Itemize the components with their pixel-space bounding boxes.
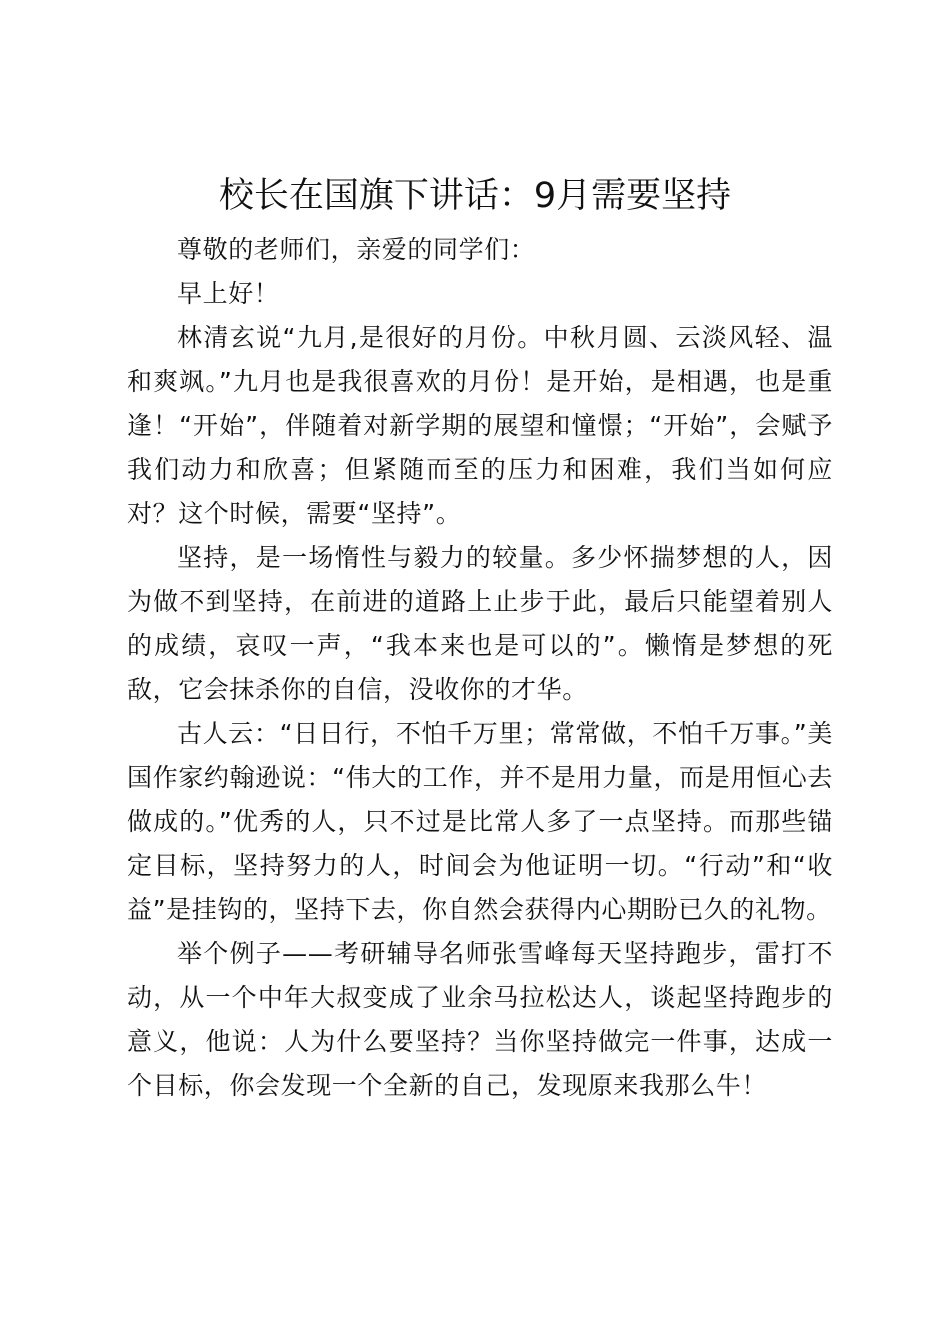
paragraph-ancient-saying: 古人云：“日日行，不怕千万里；常常做，不怕千万事。”美国作家约翰逊说：“伟大的工作，并不是用力量，而是用恒心去做成的。”优秀的人，只不过是比常人多了一点坚持。而那些锚定目标，坚持努力的人，时间会为他证明一切。“行动”和“收益”是挂钩的，坚持下去，你自然会获得内心期盼已久的礼物。 <box>127 719 833 924</box>
paragraph-example: 举个例子——考研辅导名师张雪峰每天坚持跑步，雷打不动，从一个中年大叔变成了业余马拉松达人，谈起坚持跑步的意义，他说：人为什么要坚持？当你坚持做完一件事，达成一个目标，你会发现一个全新的自己，发现原来我那么牛！ <box>127 939 833 1100</box>
paragraph-good-morning: 早上好！ <box>177 279 280 308</box>
paragraph-persistence: 坚持，是一场惰性与毅力的较量。多少怀揣梦想的人，因为做不到坚持，在前进的道路上止步于此，最后只能望着别人的成绩，哀叹一声，“我本来也是可以的”。懒惰是梦想的死敌，它会抹杀你的自信，没收你的才华。 <box>127 543 833 704</box>
paragraph-greeting: 尊敬的老师们，亲爱的同学们： <box>177 235 536 264</box>
paragraph-september: 林清玄说“九月,是很好的月份。中秋月圆、云淡风轻、温和爽飒。”九月也是我很喜欢的月份！是开始，是相遇，也是重逢！“开始”，伴随着对新学期的展望和憧憬；“开始”，会赋予我们动力和欣喜；但紧随而至的压力和困难，我们当如何应对？这个时候，需要“坚持”。 <box>127 323 833 528</box>
document-title: 校长在国旗下讲话：9月需要坚持 <box>218 176 732 216</box>
document-body <box>127 228 833 1108</box>
